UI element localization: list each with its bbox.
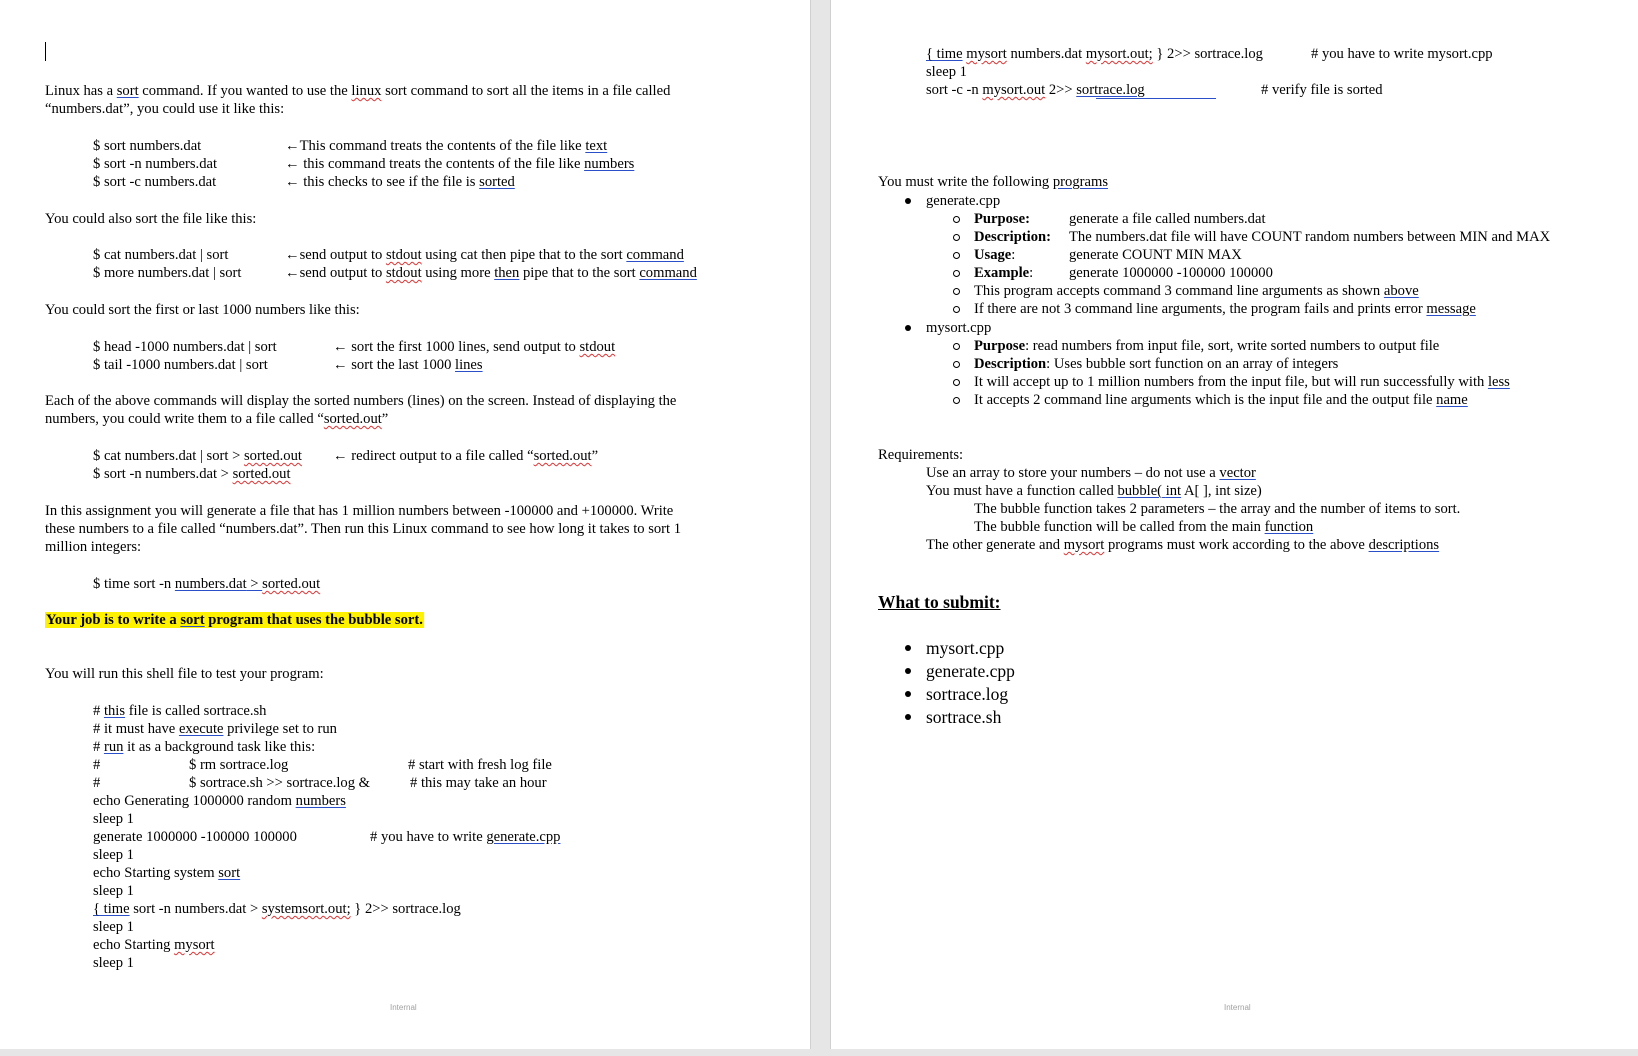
submit-item: generate.cpp bbox=[926, 661, 1015, 681]
text-cursor bbox=[45, 42, 46, 61]
mysort-title: mysort.cpp bbox=[926, 320, 992, 336]
req-2: You must have a function called bubble( int A[ ], int size) bbox=[926, 483, 1262, 499]
highlight-job: Your job is to write a sort program that uses the bubble sort. bbox=[46, 612, 423, 628]
cmd-sort-c-note: ← this checks to see if the file is sorted bbox=[285, 174, 515, 190]
mysort-purpose: Purpose: read numbers from input file, sort, write sorted numbers to output file bbox=[974, 338, 1440, 354]
para-assignment-3: million integers: bbox=[45, 539, 142, 555]
sh-line-13: sleep 1 bbox=[93, 919, 134, 935]
sub-bullet bbox=[953, 361, 960, 368]
bullet-dot bbox=[905, 325, 911, 331]
sh-line-1: # this file is called sortrace.sh bbox=[93, 703, 267, 719]
cmd-cat: $ cat numbers.dat | sort bbox=[93, 247, 229, 263]
cmd-tail-note: ← sort the last 1000 lines bbox=[333, 357, 483, 373]
req-1: Use an array to store your numbers – do not use a vector bbox=[926, 465, 1256, 481]
para-assignment-2: these numbers to a file called “numbers.dat”. Then run this Linux command to see how long it takes to sort 1 bbox=[45, 521, 682, 537]
sub-bullet bbox=[953, 306, 960, 313]
cmd-cat-note: ←send output to stdout using cat then pipe that to the sort command bbox=[285, 247, 684, 263]
sh-line-8: generate 1000000 -100000 100000 bbox=[93, 829, 297, 845]
cmd-sort-n-note: ← this command treats the contents of the file like numbers bbox=[285, 156, 635, 172]
gen-usage-key: Usage: bbox=[974, 247, 1016, 263]
sh-line-5-cmd: $ sortrace.sh >> sortrace.log & bbox=[189, 775, 370, 791]
req-3: The bubble function takes 2 parameters – the array and the number of items to sort. bbox=[974, 501, 1461, 517]
gen-purpose-key: Purpose: bbox=[974, 211, 1030, 227]
mysort-desc: Description: Uses bubble sort function on an array of integers bbox=[974, 356, 1339, 372]
sub-bullet bbox=[953, 397, 960, 404]
cmd-head-note: ← sort the first 1000 lines, send output to stdout bbox=[333, 339, 616, 355]
cmd-cat-redirect-note: ← redirect output to a file called “sorted.out” bbox=[333, 448, 599, 464]
submit-item: sortrace.log bbox=[926, 684, 1009, 704]
para-redirect-2: numbers, you could write them to a file called “sorted.out” bbox=[45, 411, 389, 427]
gen-desc-key: Description: bbox=[974, 229, 1052, 245]
bullet-dot bbox=[905, 668, 911, 674]
sh-line-3: # run it as a background task like this: bbox=[93, 739, 316, 755]
cmd-sort-redirect: $ sort -n numbers.dat > sorted.out bbox=[93, 466, 291, 482]
programs-intro: You must write the following programs bbox=[878, 174, 1108, 190]
top-line-3-comment: # verify file is sorted bbox=[1261, 82, 1383, 98]
gen-args: This program accepts command 3 command line arguments as shown above bbox=[974, 283, 1419, 299]
para-assignment: In this assignment you will generate a file that has 1 million numbers between -100000 and +100000. Write bbox=[45, 503, 674, 519]
bullet-dot bbox=[905, 714, 911, 720]
sh-line-5-hash: # bbox=[93, 775, 101, 791]
top-line-1: { time mysort numbers.dat mysort.out; } 2>> sortrace.log bbox=[926, 46, 1263, 62]
requirements-title: Requirements: bbox=[878, 447, 964, 463]
bullet-dot bbox=[905, 645, 911, 651]
footer-label: Internal bbox=[390, 1003, 417, 1012]
top-line-3: sort -c -n mysort.out 2>> sortrace.log bbox=[926, 82, 1145, 98]
gen-example-key: Example: bbox=[974, 265, 1034, 281]
cmd-head: $ head -1000 numbers.dat | sort bbox=[93, 339, 277, 355]
sh-line-9: sleep 1 bbox=[93, 847, 134, 863]
req-4: The bubble function will be called from the main function bbox=[974, 519, 1314, 535]
sub-bullet bbox=[953, 234, 960, 241]
underline-bar bbox=[1096, 98, 1216, 99]
sub-bullet bbox=[953, 216, 960, 223]
sub-bullet bbox=[953, 288, 960, 295]
gen-desc-val: The numbers.dat file will have COUNT random numbers between MIN and MAX bbox=[1069, 229, 1551, 245]
bullet-dot bbox=[905, 198, 911, 204]
sh-line-10: echo Starting system sort bbox=[93, 865, 241, 881]
top-line-2: sleep 1 bbox=[926, 64, 967, 80]
document-page-right[interactable] bbox=[830, 0, 1638, 1049]
gen-error: If there are not 3 command line arguments, the program fails and prints error message bbox=[974, 301, 1476, 317]
req-5: The other generate and mysort programs must work according to the above descriptions bbox=[926, 537, 1440, 553]
sh-line-4-cmd: $ rm sortrace.log bbox=[189, 757, 289, 773]
para-also: You could also sort the file like this: bbox=[45, 211, 257, 227]
para-redirect: Each of the above commands will display the sorted numbers (lines) on the screen. Instead of displaying the bbox=[45, 393, 677, 409]
footer-label: Internal bbox=[1224, 1003, 1251, 1012]
sh-line-8-comment: # you have to write generate.cpp bbox=[370, 829, 561, 845]
sh-line-6: echo Generating 1000000 random numbers bbox=[93, 793, 346, 809]
bullet-dot bbox=[905, 691, 911, 697]
sub-bullet bbox=[953, 343, 960, 350]
sub-bullet bbox=[953, 252, 960, 259]
cmd-sort-c: $ sort -c numbers.dat bbox=[93, 174, 217, 190]
cmd-more: $ more numbers.dat | sort bbox=[93, 265, 242, 281]
sh-line-4-hash: # bbox=[93, 757, 101, 773]
para-first-last: You could sort the first or last 1000 numbers like this: bbox=[45, 302, 360, 318]
sh-line-11: sleep 1 bbox=[93, 883, 134, 899]
cmd-tail: $ tail -1000 numbers.dat | sort bbox=[93, 357, 268, 373]
cmd-sort: $ sort numbers.dat bbox=[93, 138, 202, 154]
submit-title: What to submit: bbox=[878, 592, 1001, 612]
generate-title: generate.cpp bbox=[926, 193, 1001, 209]
cmd-more-note: ←send output to stdout using more then pipe that to the sort command bbox=[285, 265, 697, 281]
sh-line-7: sleep 1 bbox=[93, 811, 134, 827]
sh-line-5-comment: # this may take an hour bbox=[410, 775, 547, 791]
sub-bullet bbox=[953, 270, 960, 277]
para-intro: Linux has a sort command. If you wanted to use the linux sort command to sort all the items in a file called bbox=[45, 83, 671, 99]
submit-item: sortrace.sh bbox=[926, 707, 1002, 727]
sh-line-2: # it must have execute privilege set to run bbox=[93, 721, 337, 737]
mysort-args: It accepts 2 command line arguments which is the input file and the output file name bbox=[974, 392, 1468, 408]
cmd-cat-redirect: $ cat numbers.dat | sort > sorted.out bbox=[93, 448, 302, 464]
submit-item: mysort.cpp bbox=[926, 638, 1005, 658]
sh-line-15: sleep 1 bbox=[93, 955, 134, 971]
cmd-time-sort: $ time sort -n numbers.dat > sorted.out bbox=[93, 576, 321, 592]
sub-bullet bbox=[953, 379, 960, 386]
para-shell: You will run this shell file to test your program: bbox=[45, 666, 324, 682]
sh-line-14: echo Starting mysort bbox=[93, 937, 215, 953]
gen-example-val: generate 1000000 -100000 100000 bbox=[1069, 265, 1273, 281]
cmd-sort-note: ←This command treats the contents of the file like text bbox=[285, 138, 608, 154]
top-line-1-comment: # you have to write mysort.cpp bbox=[1311, 46, 1493, 62]
document-page-left[interactable] bbox=[0, 0, 811, 1049]
cmd-sort-n: $ sort -n numbers.dat bbox=[93, 156, 218, 172]
gen-usage-val: generate COUNT MIN MAX bbox=[1069, 247, 1242, 263]
para-intro-2: “numbers.dat”, you could use it like this: bbox=[45, 101, 285, 117]
mysort-accept: It will accept up to 1 million numbers from the input file, but will run successfully with less bbox=[974, 374, 1510, 390]
sh-line-12: { time sort -n numbers.dat > systemsort.out; } 2>> sortrace.log bbox=[93, 901, 461, 917]
sh-line-4-comment: # start with fresh log file bbox=[408, 757, 552, 773]
gen-purpose-val: generate a file called numbers.dat bbox=[1069, 211, 1266, 227]
